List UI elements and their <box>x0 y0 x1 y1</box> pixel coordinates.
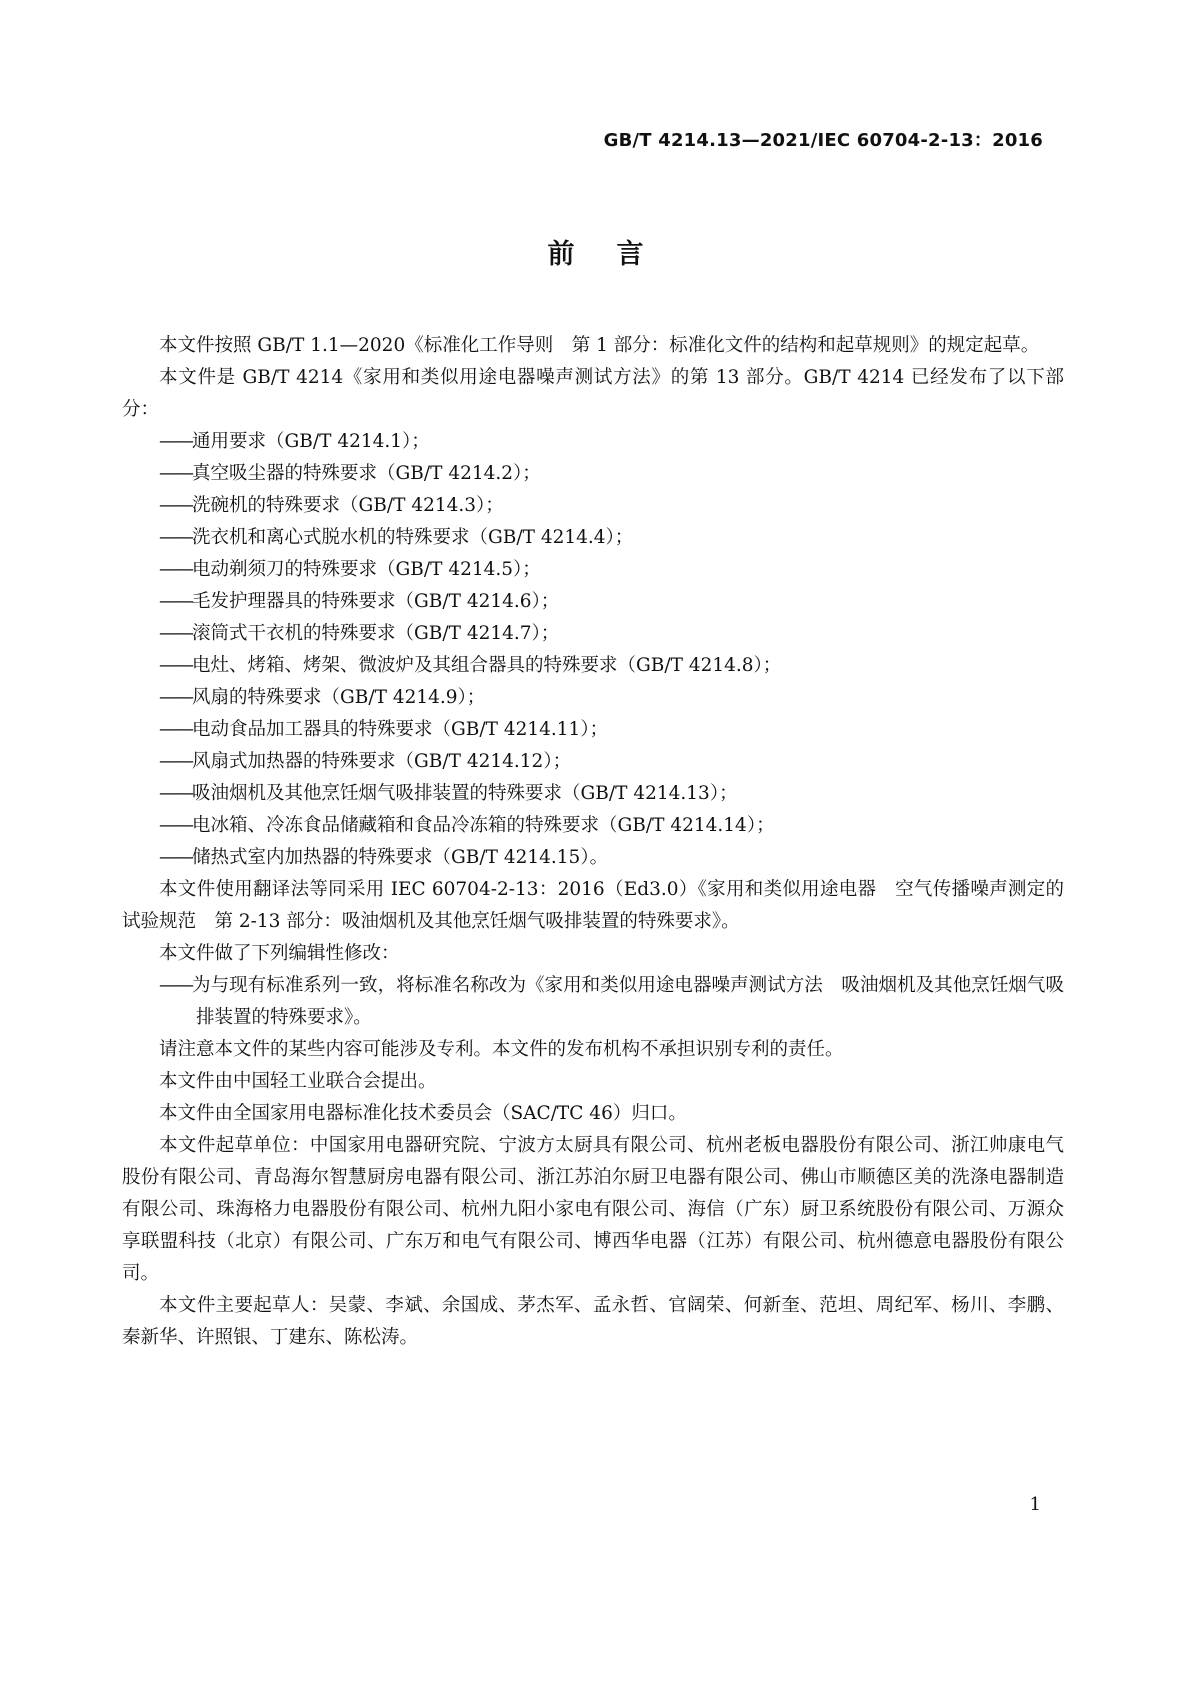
dash-marker: —— <box>159 495 192 516</box>
list-item-part-7 <box>122 618 1064 650</box>
list-item-text: 为与现有标准系列一致，将标准名称改为《家用和类似用途电器噪声测试方法 吸油烟机及其他烹饪烟气吸排装置的特殊要求》。 <box>192 975 1064 1028</box>
paragraph-editorial-changes: 本文件做了下列编辑性修改： <box>159 943 400 964</box>
list-item-text: 电灶、烤箱、烤架、微波炉及其组合器具的特殊要求（GB/T 4214.8）； <box>192 655 782 676</box>
list-item-part-4 <box>122 522 1064 554</box>
list-item-text: 风扇的特殊要求（GB/T 4214.9）； <box>192 687 486 708</box>
list-item-text: 储热式室内加热器的特殊要求（GB/T 4214.15）。 <box>192 847 609 868</box>
dash-marker: —— <box>159 975 192 996</box>
list-item-part-11 <box>122 714 1064 746</box>
list-item-text: 风扇式加热器的特殊要求（GB/T 4214.12）； <box>192 751 572 772</box>
dash-marker: —— <box>159 815 192 836</box>
list-item-text: 真空吸尘器的特殊要求（GB/T 4214.2）； <box>192 463 541 484</box>
list-item-text: 洗碗机的特殊要求（GB/T 4214.3）； <box>192 495 504 516</box>
dash-marker: —— <box>159 751 192 772</box>
list-item-part-8 <box>122 650 1064 682</box>
page-number: 1 <box>1029 1494 1041 1515</box>
list-item-part-5 <box>122 554 1064 586</box>
paragraph-drafting-basis: 本文件按照 GB/T 1.1—2020《标准化工作导则 第 1 部分：标准化文件的结构和起草规则》的规定起草。 <box>159 335 1040 356</box>
list-item-text: 吸油烟机及其他烹饪烟气吸排装置的特殊要求（GB/T 4214.13）； <box>192 783 738 804</box>
list-item-part-3 <box>122 490 1064 522</box>
paragraph-patent-notice: 请注意本文件的某些内容可能涉及专利。本文件的发布机构不承担识别专利的责任。 <box>159 1039 844 1060</box>
paragraph-drafters: 本文件主要起草人：吴蒙、李斌、余国成、茅杰军、孟永哲、官阔荣、何新奎、范坦、周纪军、杨川、李鹏、秦新华、许照银、丁建东、陈松涛。 <box>122 1295 1064 1348</box>
list-item-part-13 <box>122 778 1064 810</box>
list-item-text: 电动食品加工器具的特殊要求（GB/T 4214.11）； <box>192 719 609 740</box>
paragraph-drafting-organizations: 本文件起草单位：中国家用电器研究院、宁波方太厨具有限公司、杭州老板电器股份有限公司、浙江帅康电气股份有限公司、青岛海尔智慧厨房电器有限公司、浙江苏泊尔厨卫电器有限公司、佛山市顺德区美的洗涤电器制造有限公司、珠海格力电器股份有限公司、杭州九阳小家电有限公司、海信（广东）厨卫系统股份有限公司、万源众享联盟科技（北京）有限公司、广东万和电气有限公司、博西华电器（江苏）有限公司、杭州德意电器股份有限公司。 <box>122 1135 1064 1284</box>
list-item-editorial-change <box>122 970 1064 1034</box>
dash-marker: —— <box>159 591 192 612</box>
list-item-text: 电冰箱、冷冻食品储藏箱和食品冷冻箱的特殊要求（GB/T 4214.14）； <box>192 815 775 836</box>
page-title: 前言 <box>547 239 686 270</box>
list-item-part-2 <box>122 458 1064 490</box>
dash-marker: —— <box>159 847 192 868</box>
dash-marker: —— <box>159 623 192 644</box>
dash-marker: —— <box>159 527 192 548</box>
list-item-text: 电动剃须刀的特殊要求（GB/T 4214.5）； <box>192 559 541 580</box>
list-item-text: 毛发护理器具的特殊要求（GB/T 4214.6）； <box>192 591 560 612</box>
dash-marker: —— <box>159 463 192 484</box>
paragraph-adoption: 本文件使用翻译法等同采用 IEC 60704-2-13：2016（Ed3.0）《家用和类似用途电器 空气传播噪声测定的试验规范 第 2-13 部分：吸油烟机及其他烹饪烟气吸排装置的特殊要求》。 <box>122 879 1064 932</box>
standard-code-header: GB/T 4214.13—2021/IEC 60704-2-13：2016 <box>603 130 1043 151</box>
paragraph-proposer: 本文件由中国轻工业联合会提出。 <box>159 1071 437 1092</box>
list-item-part-12 <box>122 746 1064 778</box>
paragraph-technical-committee: 本文件由全国家用电器标准化技术委员会（SAC/TC 46）归口。 <box>159 1103 687 1124</box>
dash-marker: —— <box>159 431 192 452</box>
list-item-text: 通用要求（GB/T 4214.1）； <box>192 431 430 452</box>
list-item-text: 洗衣机和离心式脱水机的特殊要求（GB/T 4214.4）； <box>192 527 634 548</box>
paragraph-series-intro: 本文件是 GB/T 4214《家用和类似用途电器噪声测试方法》的第 13 部分。GB/T 4214 已经发布了以下部分： <box>122 367 1064 420</box>
list-item-text: 滚筒式干衣机的特殊要求（GB/T 4214.7）； <box>192 623 560 644</box>
list-item-part-6 <box>122 586 1064 618</box>
list-item-part-1 <box>122 426 1064 458</box>
list-item-part-15 <box>122 842 1064 874</box>
foreword-body <box>122 330 1064 1354</box>
list-item-part-9 <box>122 682 1064 714</box>
dash-marker: —— <box>159 559 192 580</box>
dash-marker: —— <box>159 687 192 708</box>
dash-marker: —— <box>159 783 192 804</box>
dash-marker: —— <box>159 655 192 676</box>
dash-marker: —— <box>159 719 192 740</box>
list-item-part-14 <box>122 810 1064 842</box>
